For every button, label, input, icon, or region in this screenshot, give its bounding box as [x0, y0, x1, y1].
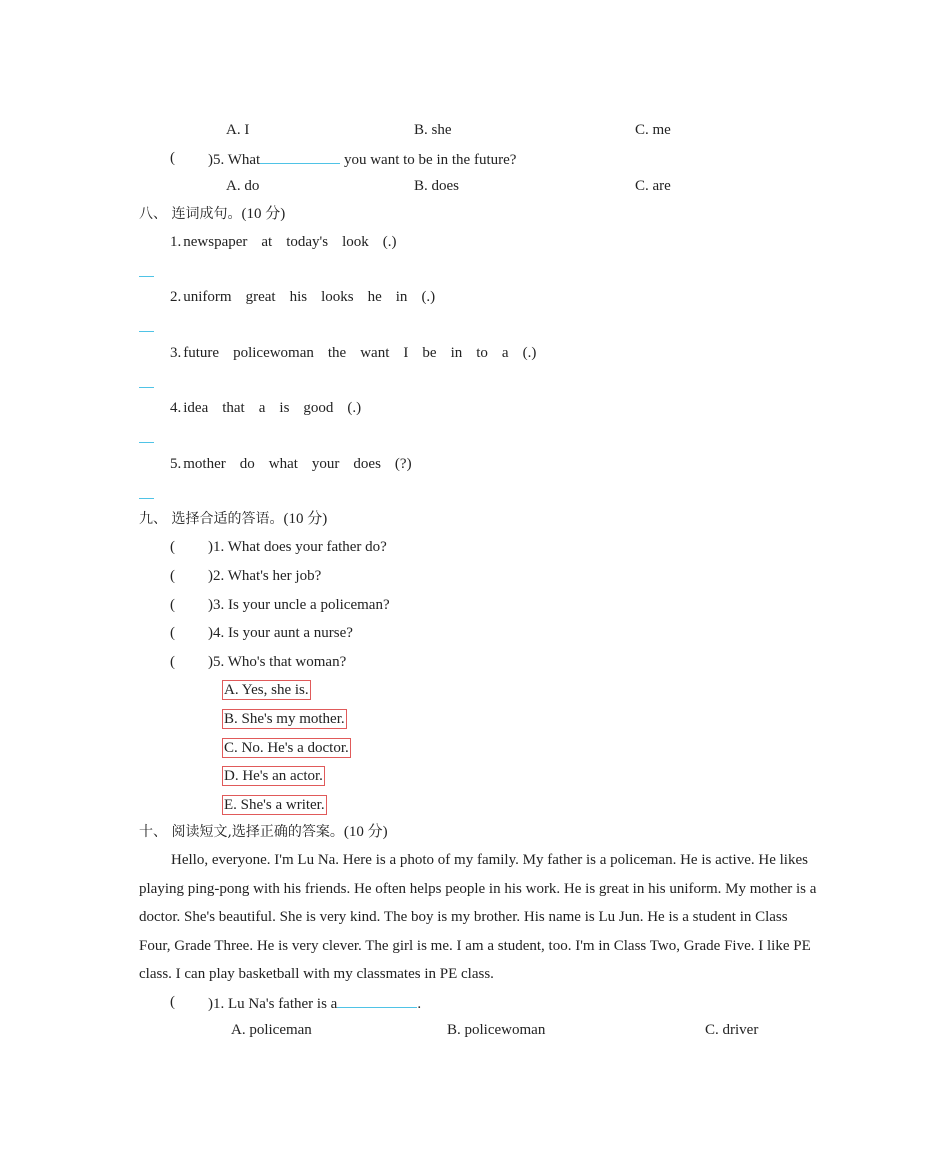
section10-q1-prefix: )1. Lu Na's father is a: [208, 996, 338, 1012]
section9-answer-a: A. Yes, she is.: [224, 682, 309, 698]
answer-line[interactable]: [139, 276, 154, 277]
section9-q4: )4. Is your aunt a nurse?: [208, 625, 353, 641]
section9-answer-e: E. She's a writer.: [224, 797, 325, 813]
section10-heading: [139, 823, 388, 841]
q5-suffix: you want to be in the future?: [343, 152, 517, 168]
section9-heading: [139, 510, 327, 528]
section8-item-1: 1. newspaper at today's look (.): [170, 234, 397, 250]
reading-passage: Hello, everyone. I'm Lu Na. Here is a photo of my family. My father is a policeman. He is active. He likes playing ping-pong with his friends. He often helps people in his work. He is great in his uniform. My mother is a doctor. She's beautiful. She is very kind. The boy is my brother. His name is Lu Jun. He is a student in Class Four, Grade Three. He is very clever. The girl is me. I am a student, too. I'm in Class Two, Grade Five. I like PE class. I can play basketball with my classmates in PE class.: [139, 852, 817, 983]
section10-title: 十、 阅读短文,选择正确的答案。: [139, 824, 344, 840]
answer-line[interactable]: [139, 442, 154, 443]
section10-q1-paren[interactable]: (: [170, 994, 175, 1010]
q5-question: [208, 149, 516, 169]
section9-score: (10 分): [283, 511, 328, 527]
answer-line[interactable]: [139, 387, 154, 388]
q5-answer-paren[interactable]: (: [170, 150, 175, 166]
section9-answer-b: B. She's my mother.: [224, 711, 345, 727]
section9-title: 九、 选择合适的答语。: [139, 511, 284, 527]
section10-q1-suffix: .: [417, 996, 422, 1012]
section10-q1: [208, 993, 421, 1013]
q4-option-a: A. I: [226, 122, 250, 138]
answer-line[interactable]: [139, 331, 154, 332]
section8-item-3: 3. future policewoman the want I be in to a (.): [170, 345, 537, 361]
q5-option-a: A. do: [226, 178, 260, 194]
section8-score: (10 分): [241, 206, 286, 222]
section10-q1-blank[interactable]: [337, 993, 417, 1008]
q5-prefix: )5. What: [208, 152, 261, 168]
q5-blank[interactable]: [260, 149, 340, 164]
section10-q1-option-a: A. policeman: [231, 1022, 312, 1038]
section10-q1-option-b: B. policewoman: [447, 1022, 546, 1038]
section8-title: 八、 连词成句。: [139, 206, 242, 222]
q4-option-c: C. me: [635, 122, 671, 138]
q5-option-b: B. does: [414, 178, 459, 194]
section9-q2: )2. What's her job?: [208, 568, 322, 584]
section10-score: (10 分): [343, 824, 388, 840]
section9-q4-paren[interactable]: (: [170, 625, 175, 641]
section9-q1: )1. What does your father do?: [208, 539, 387, 555]
section9-q5: )5. Who's that woman?: [208, 654, 347, 670]
section9-q2-paren[interactable]: (: [170, 568, 175, 584]
q4-option-b: B. she: [414, 122, 452, 138]
section8-heading: [139, 205, 285, 223]
q5-option-c: C. are: [635, 178, 671, 194]
section9-q3-paren[interactable]: (: [170, 597, 175, 613]
section8-item-5: 5. mother do what your does (?): [170, 456, 412, 472]
section9-answer-c: C. No. He's a doctor.: [224, 740, 349, 756]
section9-q1-paren[interactable]: (: [170, 539, 175, 555]
section8-item-2: 2. uniform great his looks he in (.): [170, 289, 436, 305]
section10-q1-option-c: C. driver: [705, 1022, 759, 1038]
section9-q3: )3. Is your uncle a policeman?: [208, 597, 390, 613]
section9-q5-paren[interactable]: (: [170, 654, 175, 670]
answer-line[interactable]: [139, 498, 154, 499]
section9-answer-d: D. He's an actor.: [224, 768, 323, 784]
section8-item-4: 4. idea that a is good (.): [170, 400, 362, 416]
